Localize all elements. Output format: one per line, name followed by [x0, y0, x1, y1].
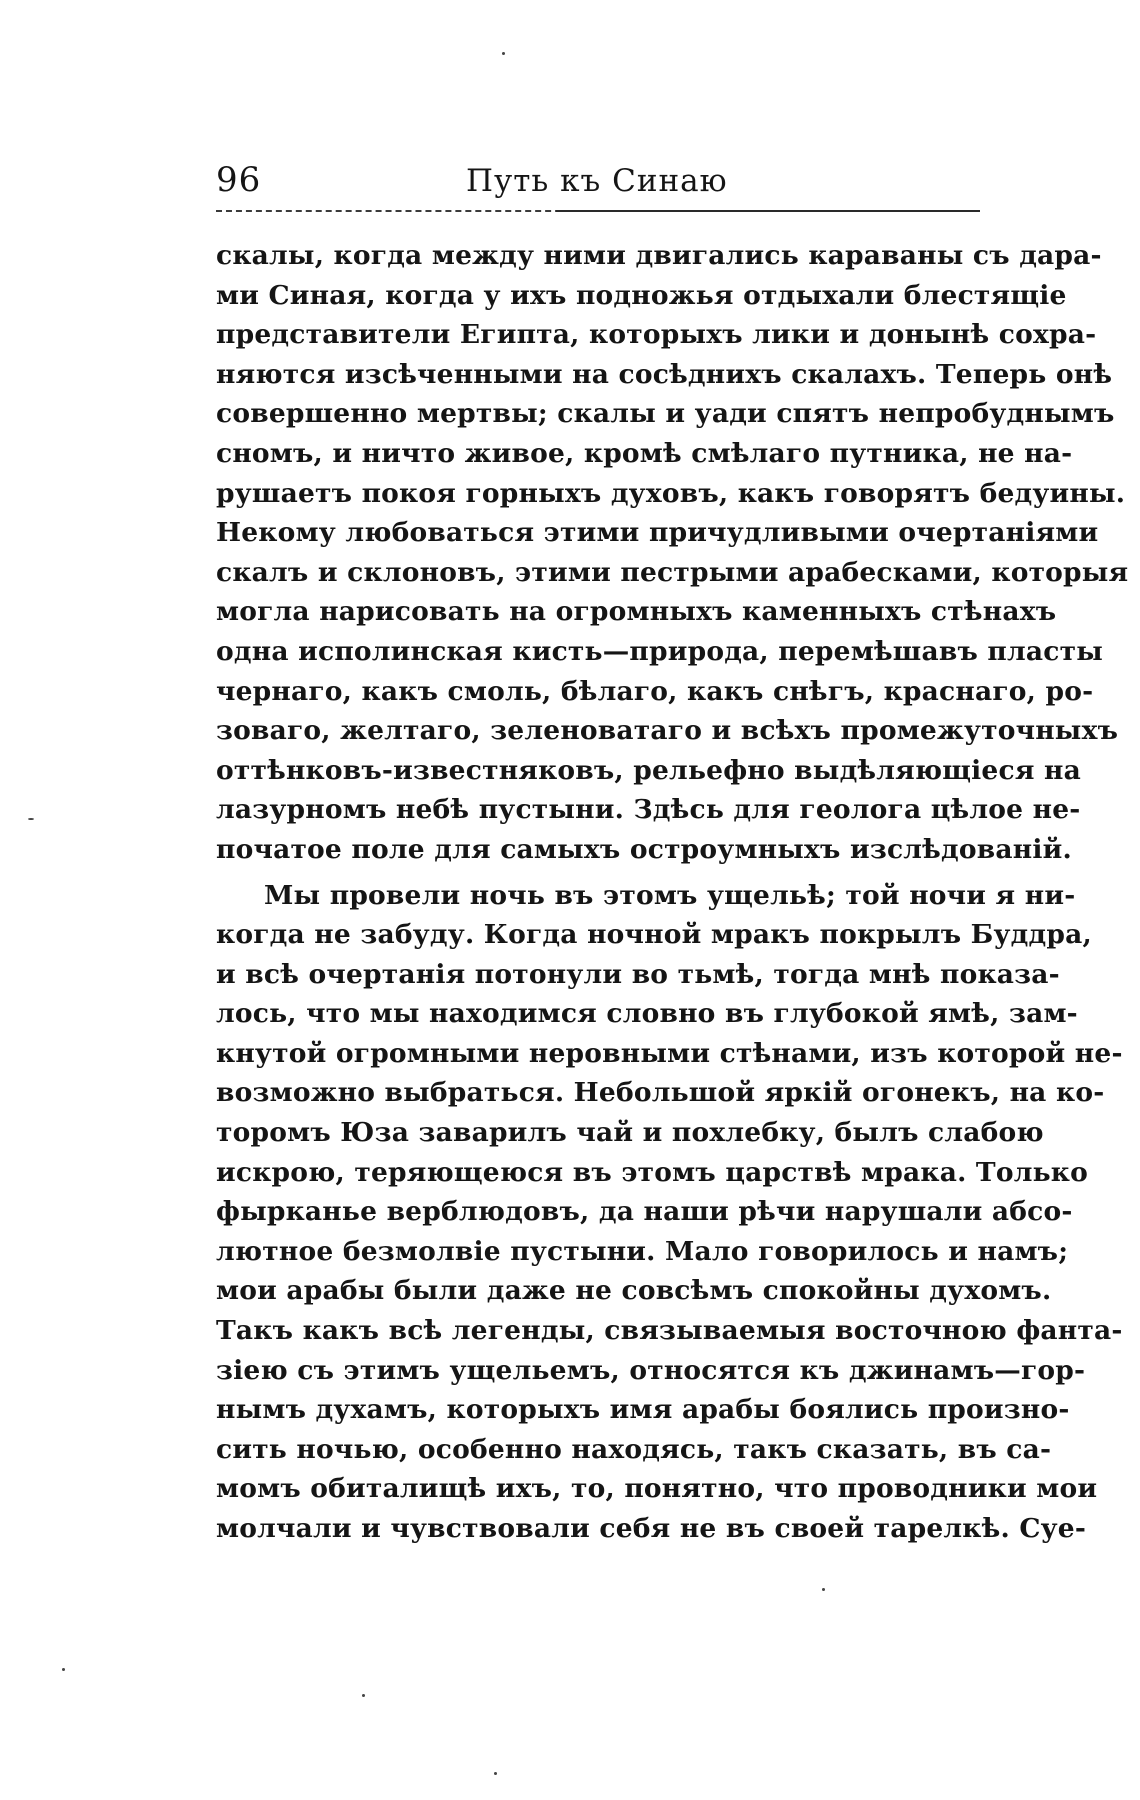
text-line: искрою, теряющеюся въ этомъ царствѣ мрака. Только [216, 1156, 1088, 1188]
text-line: нымъ духамъ, которыхъ имя арабы боялись произно- [216, 1394, 1070, 1426]
text-line: оттѣнковъ-известняковъ, рельефно выдѣляющіеся на [216, 754, 1082, 786]
text-line: возможно выбраться. Небольшой яркій огонекъ, на ко- [216, 1077, 1105, 1109]
text-line: фырканье верблюдовъ, да наши рѣчи нарушали абсо- [216, 1196, 1073, 1228]
scan-speck [362, 1694, 365, 1697]
text-line: зіею съ этимъ ущельемъ, относятся къ джинамъ—гор- [216, 1354, 1086, 1386]
text-line: лазурномъ небѣ пустыни. Здѣсь для геолога цѣлое не- [216, 794, 1081, 826]
text-line: совершенно мертвы; скалы и уади спятъ непробуднымъ [216, 398, 1115, 430]
text-line: скалы, когда между ними двигались караваны съ дара- [216, 240, 1102, 271]
text-line: сить ночью, особенно находясь, такъ сказать, въ са- [216, 1433, 1052, 1465]
text-line: Некому любоваться этими причудливыми очертаніями [216, 517, 1099, 549]
text-line: момъ обиталищѣ ихъ, то, понятно, что проводники мои [216, 1473, 1098, 1505]
text-line: представители Египта, которыхъ лики и донынѣ сохра- [216, 319, 1097, 351]
text-line: чернаго, какъ смоль, бѣлаго, какъ снѣгъ, краснаго, ро- [216, 675, 1094, 707]
text-line: и всѣ очертанія потонули во тьмѣ, тогда мнѣ показа- [216, 958, 1060, 990]
text-line: лось, что мы находимся словно въ глубокой ямѣ, зам- [216, 998, 1078, 1030]
text-line: Такъ какъ всѣ легенды, связываемыя восточною фанта- [216, 1315, 1123, 1347]
scan-speck [494, 1772, 497, 1775]
paragraph-1 [216, 236, 1129, 870]
text-line: когда не забуду. Когда ночной мракъ покрылъ Буддра, [216, 919, 1092, 951]
text-line: Мы провели ночь въ этомъ ущельѣ; той ночи я ни- [264, 879, 1076, 911]
text-line: лютное безмолвіе пустыни. Мало говорилось и намъ; [216, 1235, 1069, 1267]
scan-speck [502, 52, 505, 55]
text-line: кнутой огромными неровными стѣнами, изъ которой не- [216, 1037, 1123, 1069]
text-line: одна исполинская кисть—природа, перемѣшавъ пласты [216, 635, 1103, 667]
scan-speck [822, 1588, 825, 1591]
page-number: 96 [216, 160, 262, 200]
paragraph-2 [216, 876, 1123, 1549]
text-line: сномъ, и ничто живое, кромѣ смѣлаго путника, не на- [216, 437, 1073, 469]
running-title: Путь къ Синаю [466, 163, 728, 199]
text-line: рушаетъ покоя горныхъ духовъ, какъ говорятъ бедуины. [216, 477, 1126, 509]
text-line: торомъ Юза заварилъ чай и похлебку, былъ слабою [216, 1117, 1044, 1149]
text-line: початое поле для самыхъ остроумныхъ изслѣдованій. [216, 833, 1072, 865]
text-line: молчали и чувствовали себя не въ своей тарелкѣ. Суе- [216, 1513, 1087, 1544]
text-line: ми Синая, когда у ихъ подножья отдыхали блестящіе [216, 279, 1067, 311]
text-line: няются изсѣченными на сосѣднихъ скалахъ. Теперь онѣ [216, 358, 1113, 390]
text-line: скалъ и склоновъ, этими пестрыми арабесками, которыя [216, 556, 1129, 588]
scan-speck [62, 1668, 65, 1671]
scan-speck [28, 818, 34, 820]
text-line: могла нарисовать на огромныхъ каменныхъ стѣнахъ [216, 596, 1057, 628]
header-rule-solid [556, 210, 980, 212]
text-line: мои арабы были даже не совсѣмъ спокойны духомъ. [216, 1275, 1052, 1307]
page-header [216, 160, 980, 216]
body-text [216, 236, 1129, 1549]
text-line: зоваго, желтаго, зеленоватаго и всѣхъ промежуточныхъ [216, 715, 1119, 747]
